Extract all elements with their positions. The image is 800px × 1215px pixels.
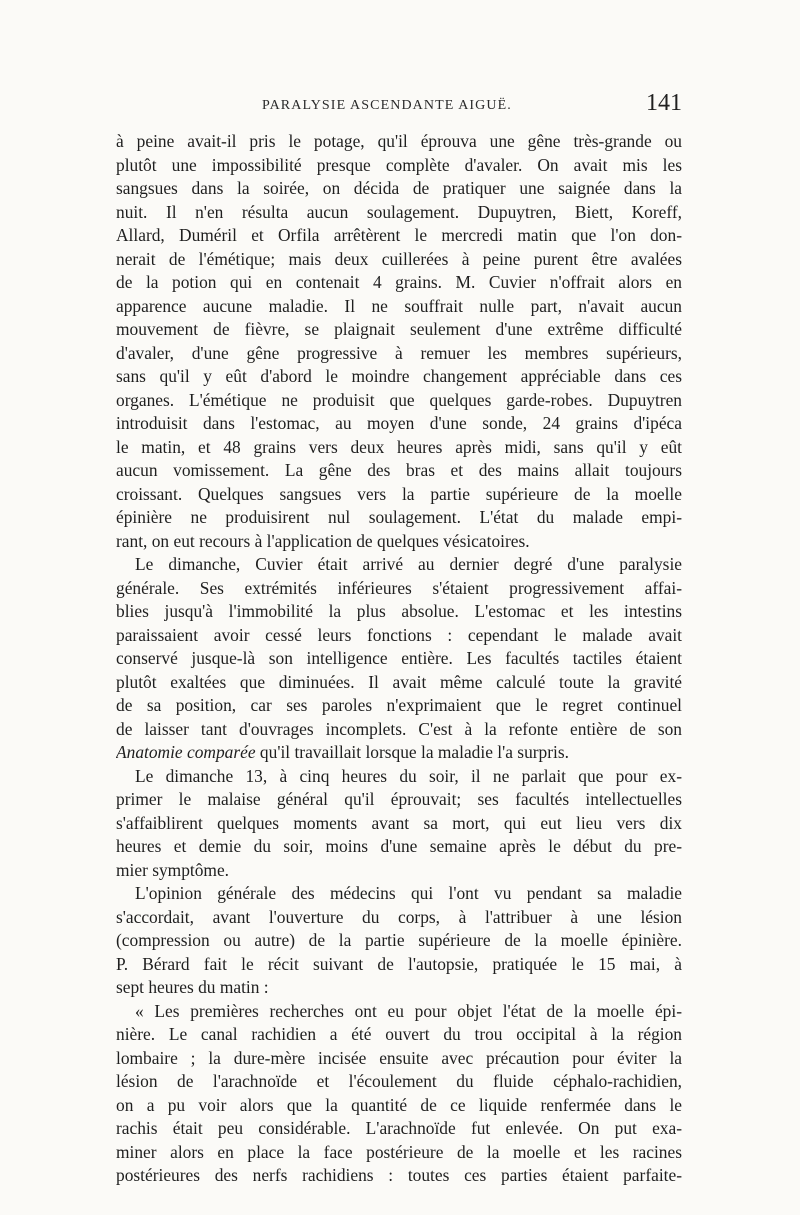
text-line: de la potion qui en contenait 4 grains. M. Cuvier n'offrait alors en xyxy=(116,272,682,292)
text-line: Allard, Duméril et Orfila arrêtèrent le mercredi matin que l'on don- xyxy=(116,225,682,245)
text-line: conservé jusque-là son intelligence entière. Les facultés tactiles étaient xyxy=(116,648,682,668)
text-line: Le dimanche 13, à cinq heures du soir, il ne parlait que pour ex- xyxy=(135,765,682,786)
text-line: mouvement de fièvre, se plaignait seulement d'une extrême difficulté xyxy=(116,319,682,339)
text-line: blies jusqu'à l'immobilité la plus absolue. L'estomac et les intestins xyxy=(116,601,682,621)
text-line: miner alors en place la face postérieure de la moelle et les racines xyxy=(116,1141,682,1162)
text-line: générale. Ses extrémités inférieures s'étaient progressivement affai- xyxy=(116,577,682,598)
text-line: (compression ou autre) de la partie supérieure de la moelle épinière. xyxy=(116,930,682,950)
text-line: paraissaient avoir cessé leurs fonctions : cependant le malade avait xyxy=(116,624,682,645)
text-line: s'affaiblirent quelques moments avant sa mort, qui eut lieu vers dix xyxy=(116,812,682,833)
text-line: de sa position, car ses paroles n'exprimaient que le regret continuel xyxy=(116,695,682,715)
text-line: sangsues dans la soirée, on décida de pratiquer une saignée dans la xyxy=(116,178,682,198)
text-line: P. Bérard fait le récit suivant de l'autopsie, pratiquée le 15 mai, à xyxy=(116,953,682,974)
text-line: plutôt une impossibilité presque complète d'avaler. On avait mis les xyxy=(116,154,682,175)
text-line-rest: qu'il travaillait lorsque la maladie l'a surpris. xyxy=(255,742,569,762)
text-line: « Les premières recherches ont eu pour objet l'état de la moelle épi- xyxy=(135,1000,682,1021)
text-line: nière. Le canal rachidien a été ouvert du trou occipital à la région xyxy=(116,1024,682,1044)
text-line: sans qu'il y eût d'abord le moindre changement appréciable dans ces xyxy=(116,366,682,386)
text-line xyxy=(116,741,682,765)
text-line: épinière ne produisirent nul soulagement. L'état du malade empi- xyxy=(116,507,682,527)
page-number: 141 xyxy=(646,90,682,116)
text-line: rachis était peu considérable. L'arachnoïde fut enlevée. On put exa- xyxy=(116,1118,682,1138)
text-line: on a pu voir alors que la quantité de ce liquide renfermée dans le xyxy=(116,1094,682,1115)
text-line: introduisit dans l'estomac, au moyen d'une sonde, 24 grains d'ipéca xyxy=(116,413,682,433)
text-line: rant, on eut recours à l'application de quelques vésicatoires. xyxy=(116,530,530,551)
text-line: sept heures du matin : xyxy=(116,977,269,997)
text-line: lombaire ; la dure-mère incisée ensuite avec précaution pour éviter la xyxy=(116,1047,682,1068)
running-title: PARALYSIE ASCENDANTE AIGUË. xyxy=(262,98,512,113)
text-line: croissant. Quelques sangsues vers la partie supérieure de la moelle xyxy=(116,483,682,504)
text-line: primer le malaise général qu'il éprouvait; ses facultés intellectuelles xyxy=(116,789,682,809)
page-header xyxy=(116,92,682,122)
text-line: aucun vomissement. La gêne des bras et des mains allait toujours xyxy=(116,460,682,480)
book-title-italic: Anatomie comparée xyxy=(116,742,256,762)
text-line: heures et demie du soir, moins d'une semaine après le début du pre- xyxy=(116,836,682,856)
text-line: L'opinion générale des médecins qui l'ont vu pendant sa maladie xyxy=(135,883,682,903)
text-line: organes. L'émétique ne produisit que quelques garde-robes. Dupuytren xyxy=(116,389,682,410)
text-line: de laisser tant d'ouvrages incomplets. C'est à la refonte entière de son xyxy=(116,718,682,739)
text-line: s'accordait, avant l'ouverture du corps, à l'attribuer à une lésion xyxy=(116,906,682,927)
text-line: nerait de l'émétique; mais deux cuillerées à peine purent être avalées xyxy=(116,248,682,269)
text-line: le matin, et 48 grains vers deux heures après midi, sans qu'il y eût xyxy=(116,436,682,457)
text-line: mier symptôme. xyxy=(116,859,230,880)
text-line: plutôt exaltées que diminuées. Il avait même calculé toute la gravité xyxy=(116,671,682,692)
text-line: nuit. Il n'en résulta aucun soulagement. Dupuytren, Biett, Koreff, xyxy=(116,201,682,222)
text-line: lésion de l'arachnoïde et l'écoulement du fluide céphalo-rachidien, xyxy=(116,1071,682,1091)
text-line: à peine avait-il pris le potage, qu'il éprouva une gêne très-grande ou xyxy=(116,131,682,151)
text-line: d'avaler, d'une gêne progressive à remuer les membres supérieurs, xyxy=(116,342,682,363)
text-line: postérieures des nerfs rachidiens : toutes ces parties étaient parfaite- xyxy=(116,1165,682,1185)
text-line: Le dimanche, Cuvier était arrivé au dernier degré d'une paralysie xyxy=(135,554,682,574)
body-text xyxy=(116,130,682,1188)
text-line: apparence aucune maladie. Il ne souffrait nulle part, n'avait aucun xyxy=(116,295,682,316)
